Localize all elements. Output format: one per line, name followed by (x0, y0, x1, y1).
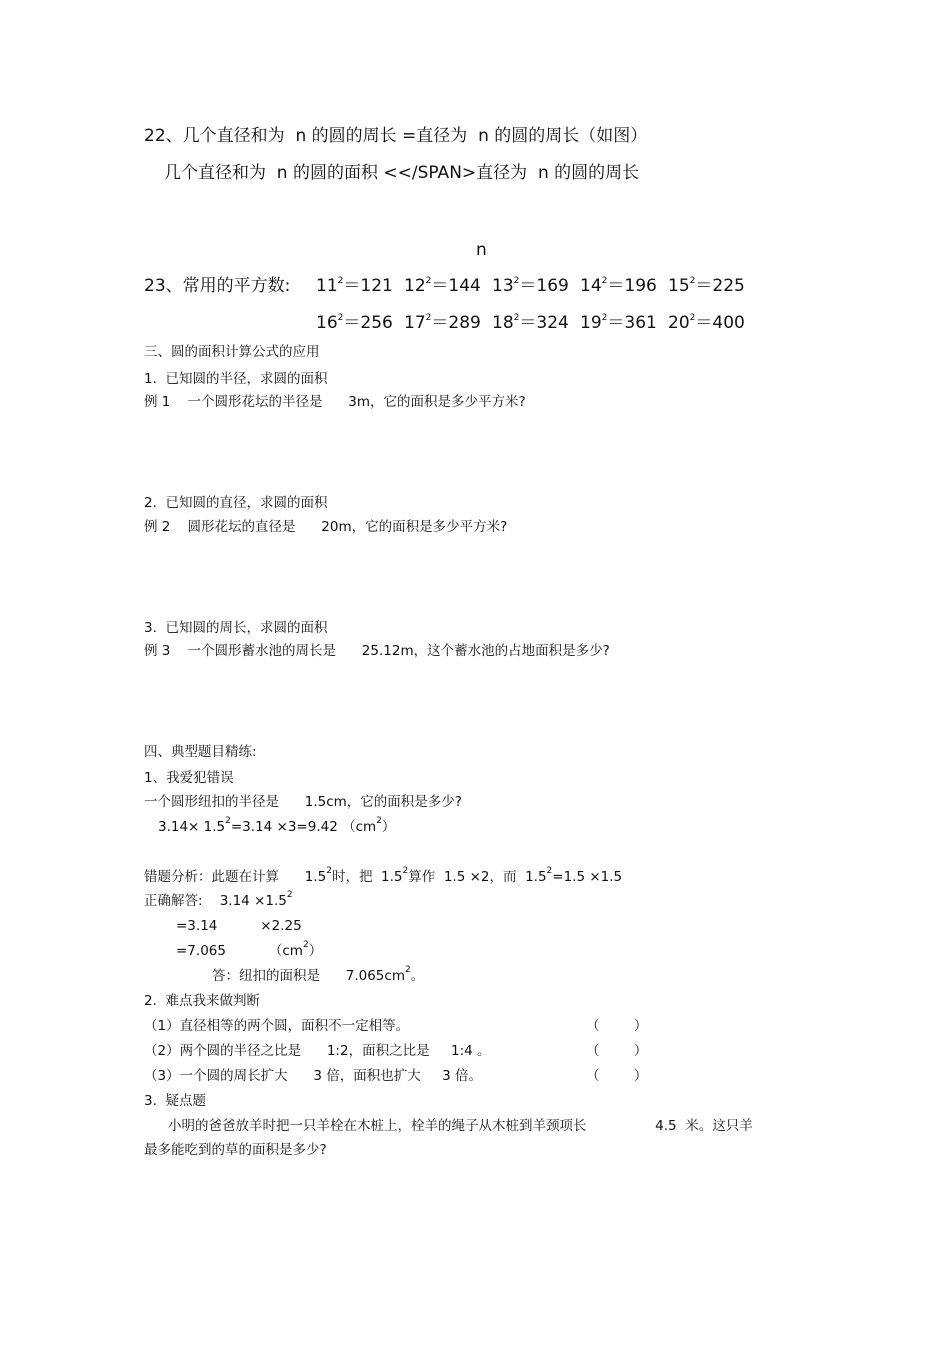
square-14: $14^2=196$ (580, 276, 657, 296)
square-11: $11^2=121$ (316, 276, 393, 296)
item22-line2: 几个直径和为 n 的圆的面积 <</SPAN>直径为 n 的圆的周长 (164, 163, 640, 183)
square-17: $17^2=289$ (404, 313, 481, 333)
square-18: $18^2=324$ (492, 313, 569, 333)
judgement-item-3: （3）一个圆的周长扩大 3 倍，面积也扩大 3 倍。 (144, 1068, 483, 1084)
square-13: $13^2=169$ (492, 276, 569, 296)
correct-answer: 答：纽扣的面积是 $7.065cm^2$。 (212, 965, 425, 984)
answer-blank-3[interactable]: （ ） (586, 1068, 648, 1084)
practice3-title: 3. 疑点题 (144, 1093, 206, 1109)
correct-solution-line1: 正确解答: $3.14 \times 1.5^2$ (144, 890, 293, 909)
item22-n-label: n (476, 240, 487, 260)
error-analysis: 错题分析：此题在计算 $1.5^2$时，把 $1.5^2$算作 1.5 ×2，而 $1.5^2=1.5 \times 1.5$ (144, 866, 623, 885)
practice1-title: 1、我爱犯错误 (144, 770, 234, 786)
answer-blank-1[interactable]: （ ） (586, 1018, 648, 1034)
item23-label: 23、常用的平方数: (144, 276, 291, 296)
square-20: $20^2=400$ (668, 313, 745, 333)
section3-sub1-title: 1. 已知圆的半径，求圆的面积 (144, 371, 328, 387)
practice1-question: 一个圆形纽扣的半径是 1.5cm，它的面积是多少? (144, 794, 462, 810)
section3-sub3-title: 3. 已知圆的周长，求圆的面积 (144, 620, 328, 636)
section3-example3: 例 3 一个圆形蓄水池的周长是 25.12m，这个蓄水池的占地面积是多少? (144, 643, 610, 659)
practice3-line2: 最多能吃到的草的面积是多少? (144, 1142, 327, 1158)
correct-solution-line2: =3.14 ×2.25 (176, 918, 302, 934)
square-16: $16^2=256$ (316, 313, 393, 333)
section3-example2: 例 2 圆形花坛的直径是 20m，它的面积是多少平方米? (144, 519, 508, 535)
answer-blank-2[interactable]: （ ） (586, 1043, 648, 1059)
square-12: $12^2=144$ (404, 276, 481, 296)
practice3-line1: 小明的爸爸放羊时把一只羊栓在木桩上，栓羊的绳子从木桩到羊颈项长 4.5 米。这只羊 (168, 1118, 753, 1134)
section3-heading: 三、圆的面积计算公式的应用 (144, 344, 320, 360)
section4-heading: 四、典型题目精练: (144, 744, 257, 760)
square-19: $19^2=361$ (580, 313, 657, 333)
section3-example1: 例 1 一个圆形花坛的半径是 3m，它的面积是多少平方米? (144, 394, 526, 410)
practice1-wrong-work: $3.14\times 1.5^2=3.14 \times 3=9.42$ $(cm^2)$ (158, 816, 396, 835)
section3-sub2-title: 2. 已知圆的直径，求圆的面积 (144, 495, 328, 511)
item22-line1: 22、几个直径和为 n 的圆的周长 =直径为 n 的圆的周长（如图） (144, 126, 648, 146)
correct-solution-line3: =7.065 $(cm^2)$ (176, 940, 323, 959)
judgement-item-2: （2）两个圆的半径之比是 1:2，面积之比是 1:4 。 (144, 1043, 491, 1059)
judgement-item-1: （1）直径相等的两个圆，面积不一定相等。 (144, 1018, 410, 1034)
practice2-title: 2. 难点我来做判断 (144, 993, 260, 1009)
square-15: $15^2=225$ (668, 276, 745, 296)
